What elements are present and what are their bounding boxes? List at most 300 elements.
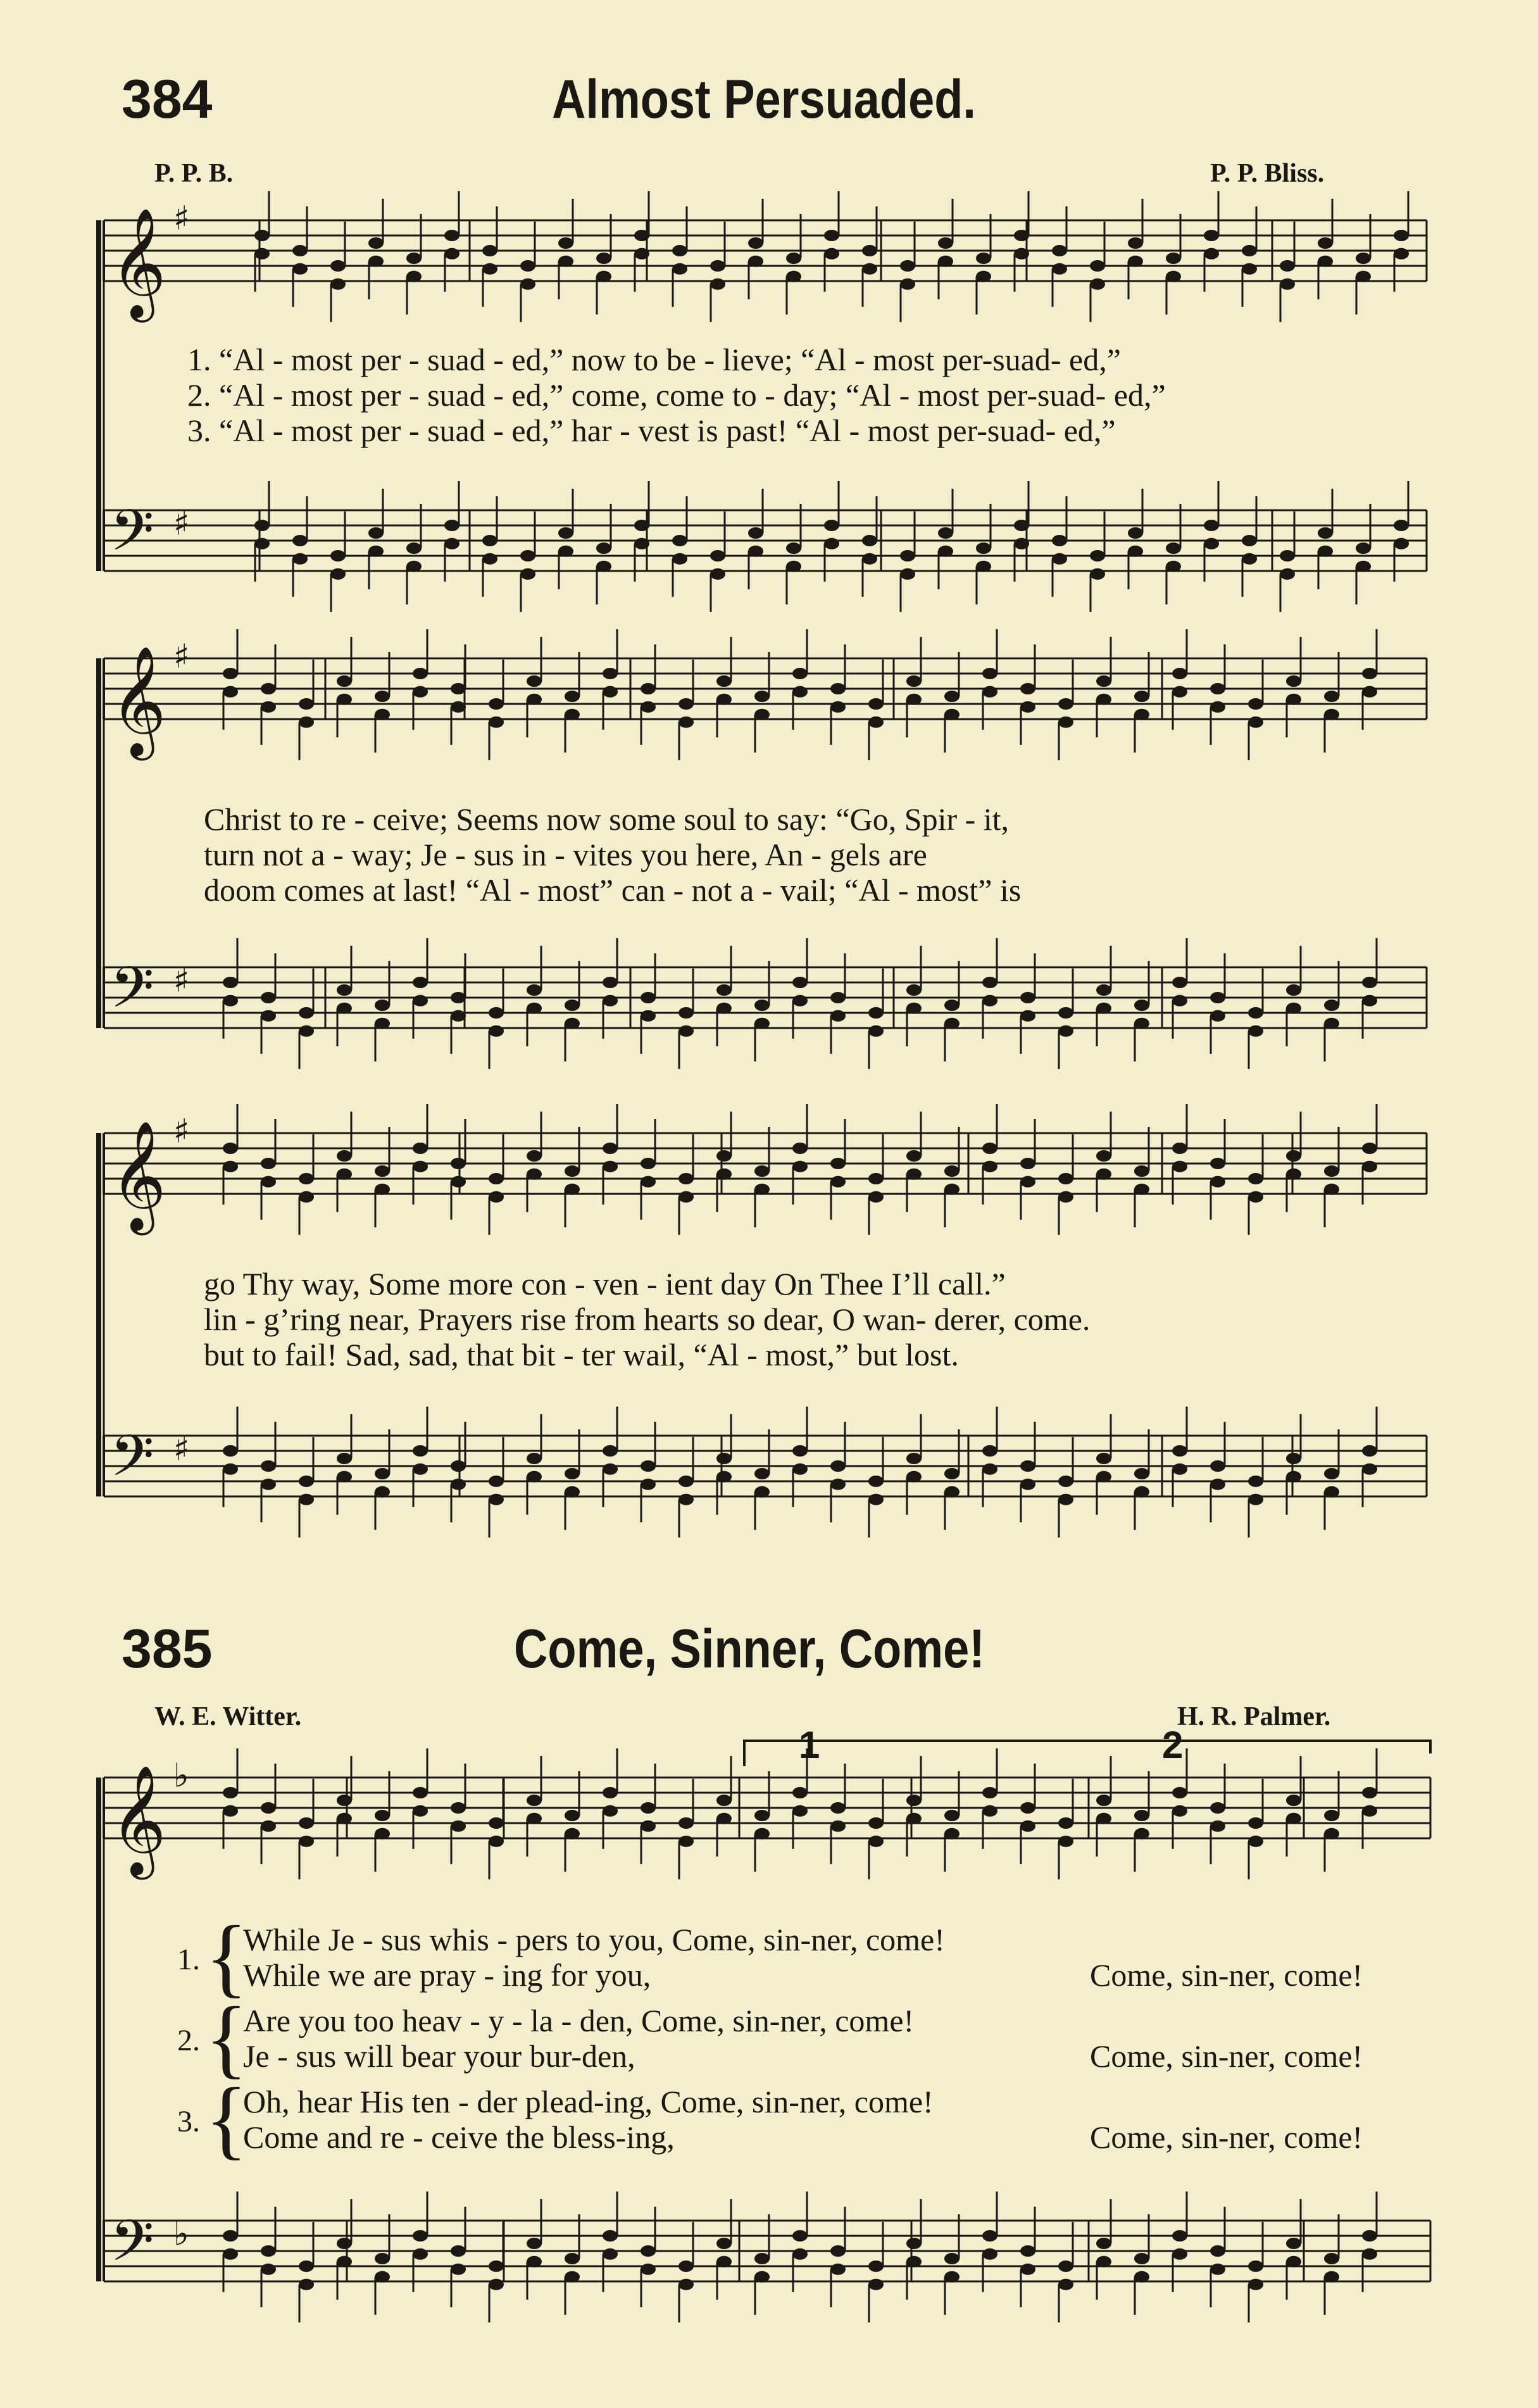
note-head — [489, 1007, 504, 1019]
note-head — [748, 256, 763, 267]
hymn384-system1-lyrics — [187, 342, 1166, 448]
note-head — [1242, 245, 1257, 256]
note-head — [527, 1003, 542, 1014]
verse-brace: { — [205, 2070, 248, 2168]
note-head — [261, 992, 276, 1003]
note-head — [716, 984, 732, 996]
note-head — [906, 1471, 922, 1483]
note-head — [596, 271, 611, 282]
note-head — [1096, 984, 1111, 996]
note-head — [1096, 1471, 1111, 1483]
note-head — [223, 995, 238, 1006]
note-head — [868, 1007, 884, 1019]
note-head — [1090, 279, 1105, 290]
note-head — [603, 995, 618, 1006]
note-head — [1324, 1828, 1339, 1840]
note-head — [1362, 1445, 1377, 1457]
note-head — [527, 2238, 542, 2249]
note-head — [565, 2271, 580, 2283]
note-head — [1014, 538, 1029, 549]
note-head — [1014, 520, 1029, 531]
note-head — [982, 977, 997, 988]
note-head — [1172, 977, 1187, 988]
note-head — [830, 683, 846, 694]
note-head — [482, 553, 497, 565]
note-head — [413, 1787, 428, 1798]
note-head — [261, 1010, 276, 1022]
note-head — [1134, 1468, 1149, 1479]
note-head — [1324, 2271, 1339, 2283]
hymn385-verse-3 — [177, 2070, 1443, 2168]
note-head — [1210, 1460, 1225, 1472]
note-head — [754, 1468, 770, 1479]
refrain-text: Come, sin-ner, come! — [1090, 2119, 1363, 2155]
note-head — [1020, 1176, 1035, 1188]
note-head — [1362, 686, 1377, 698]
note-head — [982, 2230, 997, 2242]
note-head — [1020, 1460, 1035, 1472]
note-head — [1134, 691, 1149, 702]
note-head — [716, 2256, 732, 2267]
note-head — [1172, 1161, 1187, 1172]
note-head — [1172, 1464, 1187, 1475]
note-head — [1324, 709, 1339, 720]
note-head — [1134, 2253, 1149, 2264]
note-head — [716, 1453, 732, 1464]
note-head — [906, 984, 922, 996]
music-credit: P. P. Bliss. — [1210, 159, 1325, 188]
note-head — [299, 1173, 314, 1184]
note-head — [261, 1479, 276, 1490]
treble-clef-icon: 𝄞 — [110, 208, 166, 318]
note-head — [672, 535, 687, 546]
note-head — [1058, 1817, 1073, 1829]
note-head — [1242, 553, 1257, 565]
note-head — [603, 1445, 618, 1457]
note-head — [1166, 253, 1181, 264]
note-head — [337, 1169, 352, 1180]
sharp-icon: ♯ — [173, 199, 190, 238]
note-head — [868, 2261, 884, 2272]
note-head — [451, 1821, 466, 1832]
note-head — [1020, 1010, 1035, 1022]
note-head — [1172, 2248, 1187, 2260]
note-head — [1172, 2230, 1187, 2242]
note-head — [1096, 1813, 1111, 1824]
note-head — [1172, 686, 1187, 698]
note-head — [900, 260, 915, 272]
note-head — [641, 701, 656, 713]
note-head — [482, 263, 497, 275]
note-head — [944, 2271, 960, 2283]
note-head — [982, 995, 997, 1006]
note-head — [1362, 2248, 1377, 2260]
verse-brace: { — [205, 1989, 248, 2087]
note-head — [716, 1471, 732, 1483]
note-head — [223, 1143, 238, 1154]
note-head — [451, 1479, 466, 1490]
note-head — [451, 1158, 466, 1169]
note-head — [1286, 2256, 1301, 2267]
verse-number: 3. — [177, 2105, 200, 2138]
note-head — [982, 2248, 997, 2260]
note-head — [375, 691, 390, 702]
lyric-line: 2. “Al - most per - suad - ed,” come, come to - day; “Al - most per-suad- ed,” — [187, 377, 1166, 413]
note-head — [603, 1143, 618, 1154]
note-head — [716, 675, 732, 687]
note-head — [330, 550, 346, 561]
note-head — [1172, 1143, 1187, 1154]
note-head — [678, 1025, 694, 1037]
note-head — [368, 237, 384, 249]
flat-icon: ♭ — [173, 2215, 189, 2254]
note-head — [413, 1805, 428, 1817]
lyric-line: Christ to re - ceive; Seems now some soul to say: “Go, Spir - it, — [204, 801, 1010, 837]
note-head — [1014, 248, 1029, 260]
note-head — [1286, 984, 1301, 996]
note-head — [1172, 668, 1187, 679]
note-head — [1128, 527, 1143, 539]
note-head — [1248, 1817, 1263, 1829]
note-head — [292, 535, 308, 546]
note-head — [1020, 701, 1035, 713]
verse-number: 1. — [177, 1943, 200, 1976]
note-head — [261, 1821, 276, 1832]
note-head — [337, 1813, 352, 1824]
note-head — [1204, 538, 1219, 549]
note-head — [337, 675, 352, 687]
note-head — [792, 668, 808, 679]
note-head — [786, 253, 801, 264]
lyric-line: go Thy way, Some more con - ven - ient day On Thee I’ll call.” — [204, 1266, 1006, 1301]
note-head — [754, 1810, 770, 1821]
note-head — [906, 1169, 922, 1180]
note-head — [1248, 2261, 1263, 2272]
note-head — [830, 1176, 846, 1188]
note-head — [748, 527, 763, 539]
hymn-number: 384 — [122, 69, 213, 130]
lyric-line: doom comes at last! “Al - most” can - not a - vail; “Al - most” is — [204, 872, 1022, 908]
note-head — [1058, 717, 1073, 728]
note-head — [223, 668, 238, 679]
note-head — [906, 1813, 922, 1824]
note-head — [520, 260, 535, 272]
note-head — [375, 1828, 390, 1840]
note-head — [976, 542, 991, 554]
note-head — [1134, 1486, 1149, 1498]
note-head — [1166, 542, 1181, 554]
note-head — [368, 527, 384, 539]
note-head — [754, 1165, 770, 1177]
note-head — [641, 992, 656, 1003]
note-head — [792, 977, 808, 988]
lyric-line: Are you too heav - y - la - den, Come, sin-ner, come! — [243, 2003, 915, 2038]
note-head — [634, 248, 649, 260]
note-head — [413, 977, 428, 988]
note-head — [1324, 1018, 1339, 1029]
note-head — [489, 698, 504, 710]
note-head — [792, 2230, 808, 2242]
note-head — [1286, 1813, 1301, 1824]
note-head — [337, 1453, 352, 1464]
note-head — [716, 1003, 732, 1014]
sharp-icon: ♯ — [173, 1112, 190, 1151]
note-head — [1058, 1025, 1073, 1037]
note-head — [444, 520, 460, 531]
note-head — [375, 1810, 390, 1821]
note-head — [944, 1184, 960, 1195]
note-head — [862, 263, 877, 275]
note-head — [596, 561, 611, 572]
note-head — [944, 691, 960, 702]
note-head — [1248, 2279, 1263, 2290]
note-head — [223, 1161, 238, 1172]
treble-clef-icon: 𝄞 — [110, 1120, 166, 1231]
note-head — [565, 1000, 580, 1011]
note-head — [716, 1169, 732, 1180]
verse-brace: { — [205, 1908, 248, 2006]
refrain-text: Come, sin-ner, come! — [1090, 1957, 1363, 1993]
note-head — [830, 992, 846, 1003]
note-head — [754, 1018, 770, 1029]
note-head — [1324, 691, 1339, 702]
note-head — [330, 279, 346, 290]
note-head — [292, 263, 308, 275]
note-head — [451, 683, 466, 694]
note-head — [1362, 668, 1377, 679]
note-head — [368, 546, 384, 557]
note-head — [641, 1158, 656, 1169]
note-head — [1172, 1445, 1187, 1457]
note-head — [792, 686, 808, 698]
note-head — [527, 984, 542, 996]
note-head — [1052, 263, 1067, 275]
note-head — [824, 538, 839, 549]
note-head — [1362, 2230, 1377, 2242]
lyric-line: Come and re - ceive the bless-ing, — [243, 2119, 675, 2155]
note-head — [754, 1000, 770, 1011]
lyric-line: 1. “Al - most per - suad - ed,” now to be - lieve; “Al - most per-suad- ed,” — [187, 342, 1121, 377]
note-head — [900, 550, 915, 561]
note-head — [489, 2261, 504, 2272]
note-head — [944, 709, 960, 720]
note-head — [976, 253, 991, 264]
note-head — [1096, 1169, 1111, 1180]
note-head — [1096, 1453, 1111, 1464]
note-head — [1134, 1184, 1149, 1195]
note-head — [672, 263, 687, 275]
note-head — [223, 2230, 238, 2242]
note-head — [678, 717, 694, 728]
note-head — [830, 1479, 846, 1490]
note-head — [868, 1836, 884, 1847]
note-head — [489, 1025, 504, 1037]
note-head — [1134, 1000, 1149, 1011]
hymn385-verse-2 — [177, 1989, 1443, 2087]
note-head — [792, 1464, 808, 1475]
note-head — [792, 1787, 808, 1798]
note-head — [1134, 2271, 1149, 2283]
note-head — [1020, 992, 1035, 1003]
note-head — [1394, 248, 1409, 260]
note-head — [261, 2264, 276, 2275]
note-head — [451, 2245, 466, 2257]
note-head — [641, 2245, 656, 2257]
note-head — [375, 2271, 390, 2283]
note-head — [223, 1445, 238, 1457]
note-head — [603, 2248, 618, 2260]
note-head — [482, 245, 497, 256]
note-head — [1394, 538, 1409, 549]
note-head — [375, 1165, 390, 1177]
lyric-line: While Je - sus whis - pers to you, Come, sin-ner, come! — [243, 1922, 945, 1957]
note-head — [830, 2245, 846, 2257]
note-head — [1172, 995, 1187, 1006]
note-head — [1204, 520, 1219, 531]
note-head — [1204, 230, 1219, 241]
note-head — [710, 568, 725, 580]
note-head — [299, 1494, 314, 1505]
note-head — [337, 1003, 352, 1014]
note-head — [1096, 2238, 1111, 2249]
note-head — [1128, 256, 1143, 267]
note-head — [1166, 561, 1181, 572]
note-head — [868, 1494, 884, 1505]
second-ending-bracket — [1095, 1741, 1430, 1753]
note-head — [641, 1176, 656, 1188]
note-head — [1318, 527, 1333, 539]
note-head — [900, 279, 915, 290]
sharp-icon: ♯ — [173, 637, 190, 676]
note-head — [1210, 1010, 1225, 1022]
note-head — [451, 1460, 466, 1472]
note-head — [299, 1191, 314, 1203]
note-head — [603, 1787, 618, 1798]
note-head — [678, 1173, 694, 1184]
note-head — [603, 668, 618, 679]
note-head — [1020, 2245, 1035, 2257]
note-head — [944, 1018, 960, 1029]
note-head — [792, 995, 808, 1006]
note-head — [634, 520, 649, 531]
note-head — [375, 1018, 390, 1029]
sharp-icon: ♯ — [173, 505, 190, 543]
note-head — [906, 1150, 922, 1162]
note-head — [792, 1143, 808, 1154]
note-head — [565, 1165, 580, 1177]
note-head — [1286, 2238, 1301, 2249]
note-head — [413, 2230, 428, 2242]
note-head — [489, 1817, 504, 1829]
note-head — [1210, 2245, 1225, 2257]
note-head — [1058, 1476, 1073, 1487]
note-head — [299, 698, 314, 710]
note-head — [1058, 1007, 1073, 1019]
note-head — [223, 2248, 238, 2260]
note-head — [1324, 1468, 1339, 1479]
note-head — [603, 1464, 618, 1475]
note-head — [1096, 694, 1111, 705]
note-head — [1356, 561, 1371, 572]
note-head — [565, 709, 580, 720]
note-head — [754, 2253, 770, 2264]
note-head — [1090, 260, 1105, 272]
note-head — [1134, 1810, 1149, 1821]
flat-icon: ♭ — [173, 1757, 189, 1795]
note-head — [413, 1143, 428, 1154]
note-head — [944, 1486, 960, 1498]
note-head — [868, 698, 884, 710]
note-head — [603, 1805, 618, 1817]
note-head — [603, 686, 618, 698]
note-head — [1280, 260, 1295, 272]
note-head — [1090, 568, 1105, 580]
note-head — [634, 538, 649, 549]
note-head — [868, 717, 884, 728]
note-head — [413, 686, 428, 698]
note-head — [678, 2279, 694, 2290]
note-head — [254, 248, 270, 260]
note-head — [1248, 717, 1263, 728]
note-head — [976, 271, 991, 282]
note-head — [678, 1191, 694, 1203]
note-head — [678, 1836, 694, 1847]
note-head — [413, 1464, 428, 1475]
note-head — [792, 1805, 808, 1817]
note-head — [1286, 1150, 1301, 1162]
note-head — [1356, 542, 1371, 554]
note-head — [375, 1486, 390, 1498]
note-head — [830, 1158, 846, 1169]
note-head — [1248, 1191, 1263, 1203]
note-head — [520, 568, 535, 580]
note-head — [489, 1476, 504, 1487]
note-head — [261, 1176, 276, 1188]
note-head — [1020, 1802, 1035, 1814]
note-head — [641, 2264, 656, 2275]
note-head — [672, 245, 687, 256]
hymn384-system2-lyrics — [204, 801, 1021, 908]
note-head — [906, 2256, 922, 2267]
note-head — [678, 1817, 694, 1829]
note-head — [261, 1158, 276, 1169]
note-head — [406, 542, 422, 554]
note-head — [830, 1802, 846, 1814]
note-head — [976, 561, 991, 572]
note-head — [1058, 1836, 1073, 1847]
note-head — [596, 253, 611, 264]
first-ending-bracket — [744, 1741, 1095, 1766]
note-head — [1248, 1173, 1263, 1184]
note-head — [1286, 1169, 1301, 1180]
note-head — [337, 984, 352, 996]
note-head — [868, 2279, 884, 2290]
note-head — [299, 1817, 314, 1829]
note-head — [223, 1787, 238, 1798]
note-head — [1248, 1494, 1263, 1505]
note-head — [868, 1817, 884, 1829]
note-head — [944, 1810, 960, 1821]
note-head — [982, 1161, 997, 1172]
note-head — [261, 683, 276, 694]
note-head — [786, 271, 801, 282]
note-head — [1394, 230, 1409, 241]
note-head — [678, 1494, 694, 1505]
note-head — [1280, 550, 1295, 561]
note-head — [830, 701, 846, 713]
note-head — [527, 694, 542, 705]
note-head — [982, 1464, 997, 1475]
